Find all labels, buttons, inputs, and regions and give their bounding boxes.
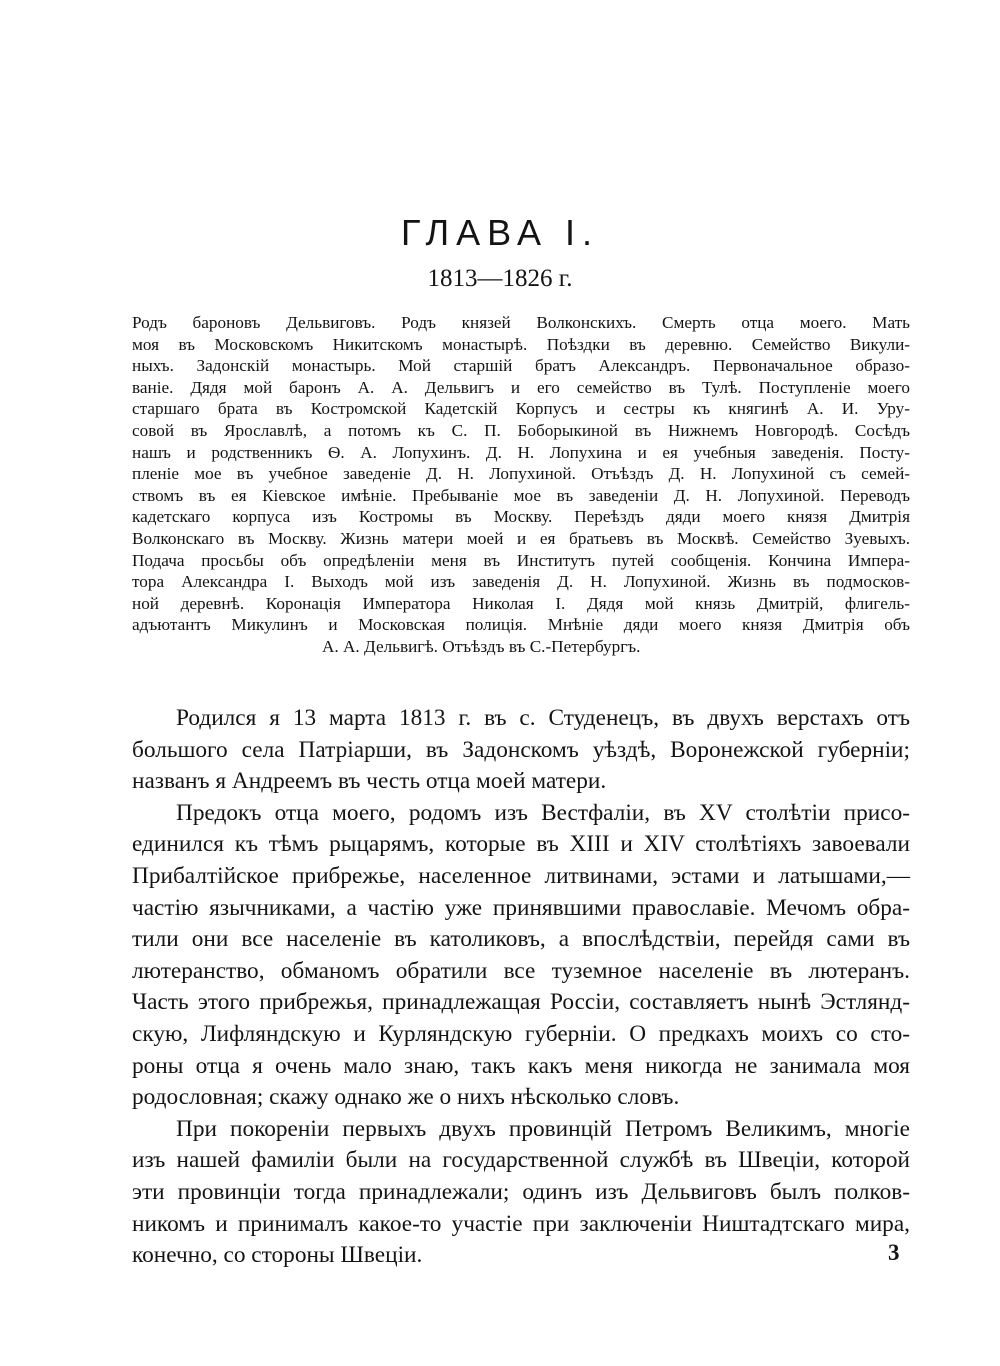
page-number: 3	[888, 1240, 900, 1265]
summary-line: адъютантъ Микулинъ и Московская полиція. Мнѣніе дяди моего князя Дмитрія объ	[132, 615, 910, 635]
summary-line: нашъ и родственникъ Ѳ. А. Лопухинъ. Д. Н. Лопухина и ея учебныя заведенія. Посту-	[132, 442, 910, 462]
body-line: родословная; скажу однако же о нихъ нѣсколько словъ.	[132, 1084, 680, 1111]
body-line: лютеранство, обманомъ обратили все туземное населеніе въ лютеранъ.	[132, 957, 910, 984]
body-line: Прибалтійское прибрежье, населенное литвинами, эстами и латышами,—	[132, 862, 910, 889]
body-line: тили они все населеніе въ католиковъ, а впослѣдствіи, перейдя сами въ	[132, 926, 910, 953]
body-line: единился къ тѣмъ рыцарямъ, которые въ XIII и XIV столѣтіяхъ завоевали	[132, 831, 910, 858]
chapter-years: 1813—1826 г.	[427, 265, 573, 292]
body-text	[132, 703, 910, 1272]
summary-line: Подача просьбы объ опредѣленіи меня въ Институтъ путей сообщенія. Кончина Импера-	[132, 550, 910, 570]
summary-line: кадетскаго корпуса изъ Костромы въ Москву. Переѣздъ дяди моего князя Дмитрія	[132, 507, 910, 527]
body-line: изъ нашей фамиліи были на государственной службѣ въ Швеціи, которой	[132, 1147, 910, 1174]
body-line: частію язычниками, а частію уже принявшими православіе. Мечомъ обра-	[132, 894, 910, 921]
summary-line: старшаго брата въ Костромской Кадетскій Корпусъ и сестры къ княгинѣ А. И. Уру-	[132, 399, 910, 419]
summary-line: ныхъ. Задонскій монастырь. Мой старшій братъ Александръ. Первоначальное образо-	[132, 356, 910, 376]
body-line: скую, Лифляндскую и Курляндскую губерніи. О предкахъ моихъ со сто-	[132, 1020, 910, 1047]
body-line: названъ я Андреемъ въ честь отца моей матери.	[132, 768, 607, 795]
summary-line: тора Александра I. Выходъ мой изъ заведенія Д. Н. Лопухиной. Жизнь въ подмосков-	[132, 572, 910, 592]
body-line: При покореніи первыхъ двухъ провинцій Петромъ Великимъ, многіе	[176, 1115, 910, 1142]
body-line: Часть этого прибрежья, принадлежащая Россіи, составляетъ нынѣ Эстлянд-	[132, 989, 910, 1016]
summary-line: Родъ бароновъ Дельвиговъ. Родъ князей Волконскихъ. Смерть отца моего. Мать	[132, 313, 910, 332]
body-line: эти провинціи тогда принадлежали; одинъ изъ Дельвиговъ былъ полков-	[132, 1178, 910, 1205]
summary-line: совой въ Ярославлѣ, а потомъ къ С. П. Боборыкиной въ Нижнемъ Новгородѣ. Сосѣдъ	[132, 420, 910, 440]
summary-line: А. А. Дельвигѣ. Отъѣздъ въ С.-Петербургъ.	[322, 636, 641, 656]
body-line: конечно, со стороны Швеціи.	[132, 1242, 423, 1269]
body-line: никомъ и принималъ какое-то участіе при заключеніи Ништадтскаго мира,	[132, 1210, 910, 1237]
summary-line: ной деревнѣ. Коронація Императора Николая I. Дядя мой князь Дмитрій, флигель-	[132, 593, 910, 613]
chapter-title: ГЛАВА I.	[401, 212, 599, 253]
body-line: роны отца я очень мало знаю, такъ какъ меня никогда не занимала моя	[132, 1052, 910, 1079]
body-line: Предокъ отца моего, родомъ изъ Вестфаліи, въ XV столѣтіи присо-	[176, 799, 910, 826]
summary-line: Волконскаго въ Москву. Жизнь матери моей и ея братьевъ въ Москвѣ. Семейство Зуевыхъ.	[132, 528, 910, 548]
summary-line: пленіе мое въ учебное заведеніе Д. Н. Лопухиной. Отъѣздъ Д. Н. Лопухиной съ семей-	[132, 464, 910, 484]
summary-line: моя въ Московскомъ Никитскомъ монастырѣ. Поѣздки въ деревню. Семейство Викули-	[132, 334, 910, 354]
body-line: Родился я 13 марта 1813 г. въ с. Студенецъ, въ двухъ верстахъ отъ	[176, 705, 910, 731]
summary-line: ваніе. Дядя мой баронъ А. А. Дельвигъ и его семейство въ Тулѣ. Поступленіе моего	[132, 377, 910, 397]
body-line: большого села Патріарши, въ Задонскомъ уѣздѣ, Воронежской губерніи;	[132, 736, 910, 763]
summary-line: ствомъ въ ея Кіевское имѣніе. Пребываніе мое въ заведеніи Д. Н. Лопухиной. Переводъ	[132, 485, 910, 505]
chapter-summary	[132, 312, 910, 658]
